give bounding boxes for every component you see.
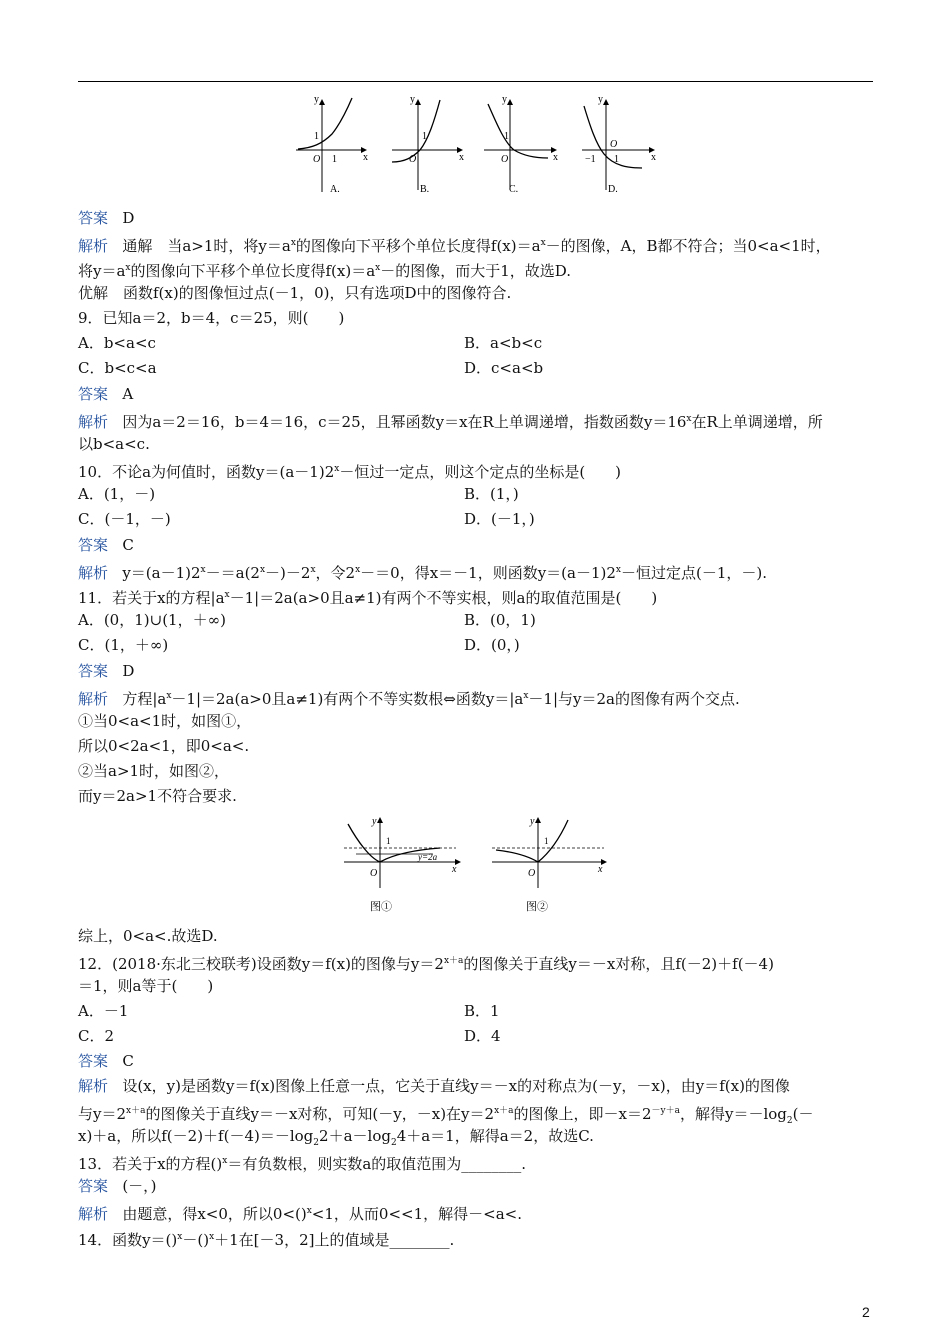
graph-d-y: y	[598, 94, 603, 105]
graph-b-label: B.	[420, 184, 430, 195]
q13-stem-text: ＝有负数根，则实数a的取值范围为________.	[227, 1155, 527, 1173]
q9-analysis-text: 在R上单调递增，所	[691, 413, 823, 431]
graph-c	[484, 94, 558, 190]
q13-answer: (－，)	[122, 1177, 157, 1195]
q9-option-a: A．b<a<c	[78, 334, 156, 352]
graph-c-x: x	[553, 152, 558, 163]
q11-answer-line	[78, 661, 134, 681]
graph-d-one: 1	[614, 154, 619, 165]
q14-stem	[78, 1227, 454, 1250]
svg-text:x: x	[452, 864, 457, 875]
graph-d-neg-one: −1	[585, 154, 596, 165]
header-rule	[78, 81, 873, 82]
q10-analysis-text: －＝a(2	[205, 564, 260, 582]
superscript: x	[306, 1206, 312, 1216]
analysis-tag: 解析	[78, 413, 109, 431]
page-number: 2	[862, 1304, 870, 1320]
q11-stem-text: 11．若关于x的方程|a	[78, 589, 225, 607]
graph-a-origin: O	[313, 154, 321, 165]
graph-a-label: A.	[330, 184, 340, 195]
superscript: x	[310, 565, 316, 575]
graph-c-one: 1	[504, 131, 509, 142]
q12-stem-text: 的图像关于直线y＝－x对称，且f(－2)＋f(－4)	[463, 955, 774, 973]
q9-option-c: C．b<c<a	[78, 359, 157, 377]
q9-analysis-text: 因为a＝2＝16，b＝4＝16，c＝25，且幂函数y＝x在R上单调递增，指数函数y＝16	[122, 413, 687, 431]
q13-analysis-line-1	[78, 1201, 522, 1224]
graph-d-label: D.	[608, 184, 618, 195]
q10-analysis-text: －)－2	[265, 564, 311, 582]
analysis-tag: 解析	[78, 1077, 109, 1095]
q10-option-d: D．(－1，)	[464, 510, 535, 528]
subscript: 2	[313, 1138, 320, 1148]
q12-analysis-line-1	[78, 1076, 790, 1096]
q9-answer: A	[122, 385, 134, 403]
q10-stem	[78, 459, 621, 482]
q11-analysis-line-1	[78, 686, 740, 709]
q12-answer-line	[78, 1051, 134, 1071]
q12-stem-line-2: ＝1，则a等于( )	[78, 977, 214, 995]
fig2-label: 图②	[526, 901, 548, 913]
answer-tag: 答案	[78, 1052, 109, 1070]
answer-tag: 答案	[78, 1177, 109, 1195]
graph-b-origin: O	[409, 154, 417, 165]
graph-a	[296, 94, 368, 192]
q10-analysis-text: y＝(a－1)2	[122, 564, 201, 582]
graph-a-one-x: 1	[332, 154, 337, 165]
q8-analysis-line-3: 优解 函数f(x)的图像恒过点(－1，0)，只有选项D中的图像符合.	[78, 284, 512, 302]
graph-d-x: x	[651, 152, 656, 163]
subscript: 2	[786, 1116, 793, 1126]
superscript: x	[125, 263, 131, 273]
graph-d	[582, 94, 656, 190]
q10-answer: C	[122, 536, 134, 554]
superscript: x	[224, 590, 230, 600]
q11-option-c: C．(1，＋∞)	[78, 636, 169, 654]
q11-case2: ②当a>1时，如图②，	[78, 762, 230, 780]
q8-answer-line	[78, 208, 134, 228]
q9-option-b: B．a<b<c	[464, 334, 543, 352]
superscript: x＋a	[126, 1106, 146, 1116]
superscript: x	[355, 565, 361, 575]
answer-tag: 答案	[78, 385, 109, 403]
superscript: x	[166, 691, 172, 701]
q8-analysis-line-1	[78, 233, 831, 256]
q11-analysis-text: 方程|a	[122, 690, 167, 708]
superscript: x	[177, 1232, 183, 1242]
q12-analysis-text: 设(x，y)是函数y＝f(x)图像上任意一点，它关于直线y＝－x的对称点为(－y，－x)，由y＝f(x)的图像	[122, 1077, 790, 1095]
graph-a-one-y: 1	[314, 131, 319, 142]
q8-analysis-text: 将y＝a	[78, 262, 126, 280]
q8-analysis-text: 的图像向下平移个单位长度得f(x)＝a	[295, 237, 541, 255]
q11-figure-1	[338, 814, 468, 918]
graph-b-y: y	[410, 94, 415, 105]
superscript: x	[686, 414, 692, 424]
q13-analysis-text: <1，从而0<<1，解得－<a<.	[311, 1205, 522, 1223]
graph-c-y: y	[502, 94, 507, 105]
q12-analysis-text: ，解得y＝－log	[680, 1105, 787, 1123]
q9-analysis-line-1	[78, 409, 823, 432]
q12-analysis-text: 4＋a＝1，解得a＝2，故选C.	[396, 1127, 594, 1145]
graph-d-origin: O	[610, 139, 618, 150]
q12-analysis-text: x)＋a，所以f(－2)＋f(－4)＝－log	[78, 1127, 314, 1145]
q10-analysis-text: －恒过定点(－1，－).	[621, 564, 768, 582]
svg-text:y: y	[530, 816, 535, 827]
q10-stem-text: 10．不论a为何值时，函数y＝(a－1)2	[78, 463, 335, 481]
q14-stem-text: ＋1在[－3，2]上的值域是________.	[214, 1231, 455, 1249]
q12-option-c: C．2	[78, 1027, 115, 1045]
svg-text:O: O	[528, 868, 536, 879]
q12-option-d: D．4	[464, 1027, 501, 1045]
q11-analysis-text: －1|与y＝2a的图像有两个交点.	[528, 690, 740, 708]
graph-b	[392, 94, 464, 190]
q11-analysis-text: －1|＝2a(a>0且a≠1)有两个不等实数根⇔函数y＝|a	[171, 690, 524, 708]
q11-case1b: 所以0<2a<1，即0<a<.	[78, 737, 250, 755]
superscript: x	[540, 238, 546, 248]
analysis-tag: 解析	[78, 564, 109, 582]
superscript: x	[222, 1156, 228, 1166]
q12-option-a: A．－1	[78, 1002, 129, 1020]
answer-tag: 答案	[78, 662, 109, 680]
q9-analysis-line-2: 以b<a<c.	[78, 435, 150, 453]
q10-stem-text: －恒过一定点，则这个定点的坐标是( )	[339, 463, 622, 481]
superscript: x	[209, 1232, 215, 1242]
q11-option-d: D．(0，)	[464, 636, 520, 654]
analysis-tag: 解析	[78, 690, 109, 708]
q12-answer: C	[122, 1052, 134, 1070]
q11-summary: 综上，0<a<.故选D.	[78, 927, 218, 945]
graph-c-origin: O	[501, 154, 509, 165]
fig1-curve-label: y=2a	[418, 852, 438, 862]
q9-option-d: D．c<a<b	[464, 359, 544, 377]
graph-b-x: x	[459, 152, 464, 163]
superscript: －y＋a	[651, 1106, 680, 1116]
q10-analysis-line-1	[78, 560, 767, 583]
superscript: x＋a	[494, 1106, 514, 1116]
analysis-tag: 解析	[78, 1205, 109, 1223]
answer-tag: 答案	[78, 209, 109, 227]
superscript: x	[523, 691, 529, 701]
q11-case1: ①当0<a<1时，如图①，	[78, 712, 252, 730]
q12-analysis-text: 2＋a－log	[319, 1127, 391, 1145]
svg-text:1: 1	[544, 836, 549, 846]
q9-stem: 9．已知a＝2，b＝4，c＝25，则( )	[78, 309, 345, 327]
svg-text:1: 1	[386, 836, 391, 846]
answer-tag: 答案	[78, 536, 109, 554]
q8-analysis-line-2	[78, 258, 571, 281]
q10-answer-line	[78, 535, 134, 555]
q11-stem-text: －1|＝2a(a>0且a≠1)有两个不等实根，则a的取值范围是( )	[229, 589, 658, 607]
q10-analysis-text: ，令2	[315, 564, 356, 582]
q11-case2b: 而y＝2a>1不符合要求.	[78, 787, 237, 805]
q11-stem	[78, 585, 657, 608]
q12-stem-text: 12．(2018·东北三校联考)设函数y＝f(x)的图像与y＝2	[78, 955, 444, 973]
q9-answer-line	[78, 384, 133, 404]
superscript: x	[200, 565, 206, 575]
q12-stem-line-1	[78, 951, 774, 974]
q12-analysis-line-3	[78, 1126, 594, 1153]
q13-analysis-text: 由题意，得x<0，所以0<()	[122, 1205, 307, 1223]
q8-analysis-text: －的图像，A，B都不符合；当0<a<1时，	[545, 237, 831, 255]
q12-analysis-text: 的图像上，即－x＝2	[513, 1105, 652, 1123]
q11-option-b: B．(0，1)	[464, 611, 536, 629]
fig1-label: 图①	[370, 901, 392, 913]
q8-answer: D	[122, 209, 135, 227]
graph-a-x: x	[363, 152, 368, 163]
q11-figure-2	[488, 814, 612, 918]
superscript: x	[290, 238, 296, 248]
graph-b-one: 1	[422, 131, 427, 142]
graph-a-y: y	[314, 94, 319, 105]
q13-stem-text: 13．若关于x的方程()	[78, 1155, 223, 1173]
svg-text:y: y	[372, 816, 377, 827]
graph-c-label: C.	[509, 184, 519, 195]
option-graphs-figure	[292, 92, 662, 196]
subscript: 2	[390, 1138, 397, 1148]
q11-option-a: A．(0，1)∪(1，＋∞)	[78, 611, 226, 629]
svg-text:x: x	[598, 864, 603, 875]
q14-stem-text: 14．函数y＝()	[78, 1231, 178, 1249]
q10-option-a: A．(1，－)	[78, 485, 156, 503]
q8-analysis-text: 的图像向下平移个单位长度得f(x)＝a	[130, 262, 376, 280]
q11-answer: D	[122, 662, 135, 680]
q12-analysis-text: 与y＝2	[78, 1105, 127, 1123]
superscript: x	[259, 565, 266, 575]
q14-stem-text: －()	[182, 1231, 210, 1249]
q8-analysis-text: 通解 当a>1时，将y＝a	[122, 237, 291, 255]
q10-option-c: C．(－1，－)	[78, 510, 171, 528]
q12-analysis-text: (－	[792, 1105, 814, 1123]
analysis-tag: 解析	[78, 237, 109, 255]
superscript: x＋a	[443, 956, 464, 966]
svg-text:O: O	[370, 868, 378, 879]
q10-option-b: B．(1，)	[464, 485, 519, 503]
superscript: x	[375, 263, 381, 273]
superscript: x	[334, 464, 340, 474]
q8-analysis-text: －的图像，而大于1，故选D.	[380, 262, 572, 280]
q13-answer-line	[78, 1176, 157, 1196]
q12-analysis-text: 的图像关于直线y＝－x对称，可知(－y，－x)在y＝2	[145, 1105, 495, 1123]
q13-stem	[78, 1151, 526, 1174]
q10-analysis-text: －＝0，得x＝－1，则函数y＝(a－1)2	[360, 564, 616, 582]
superscript: x	[615, 565, 621, 575]
q12-option-b: B．1	[464, 1002, 500, 1020]
